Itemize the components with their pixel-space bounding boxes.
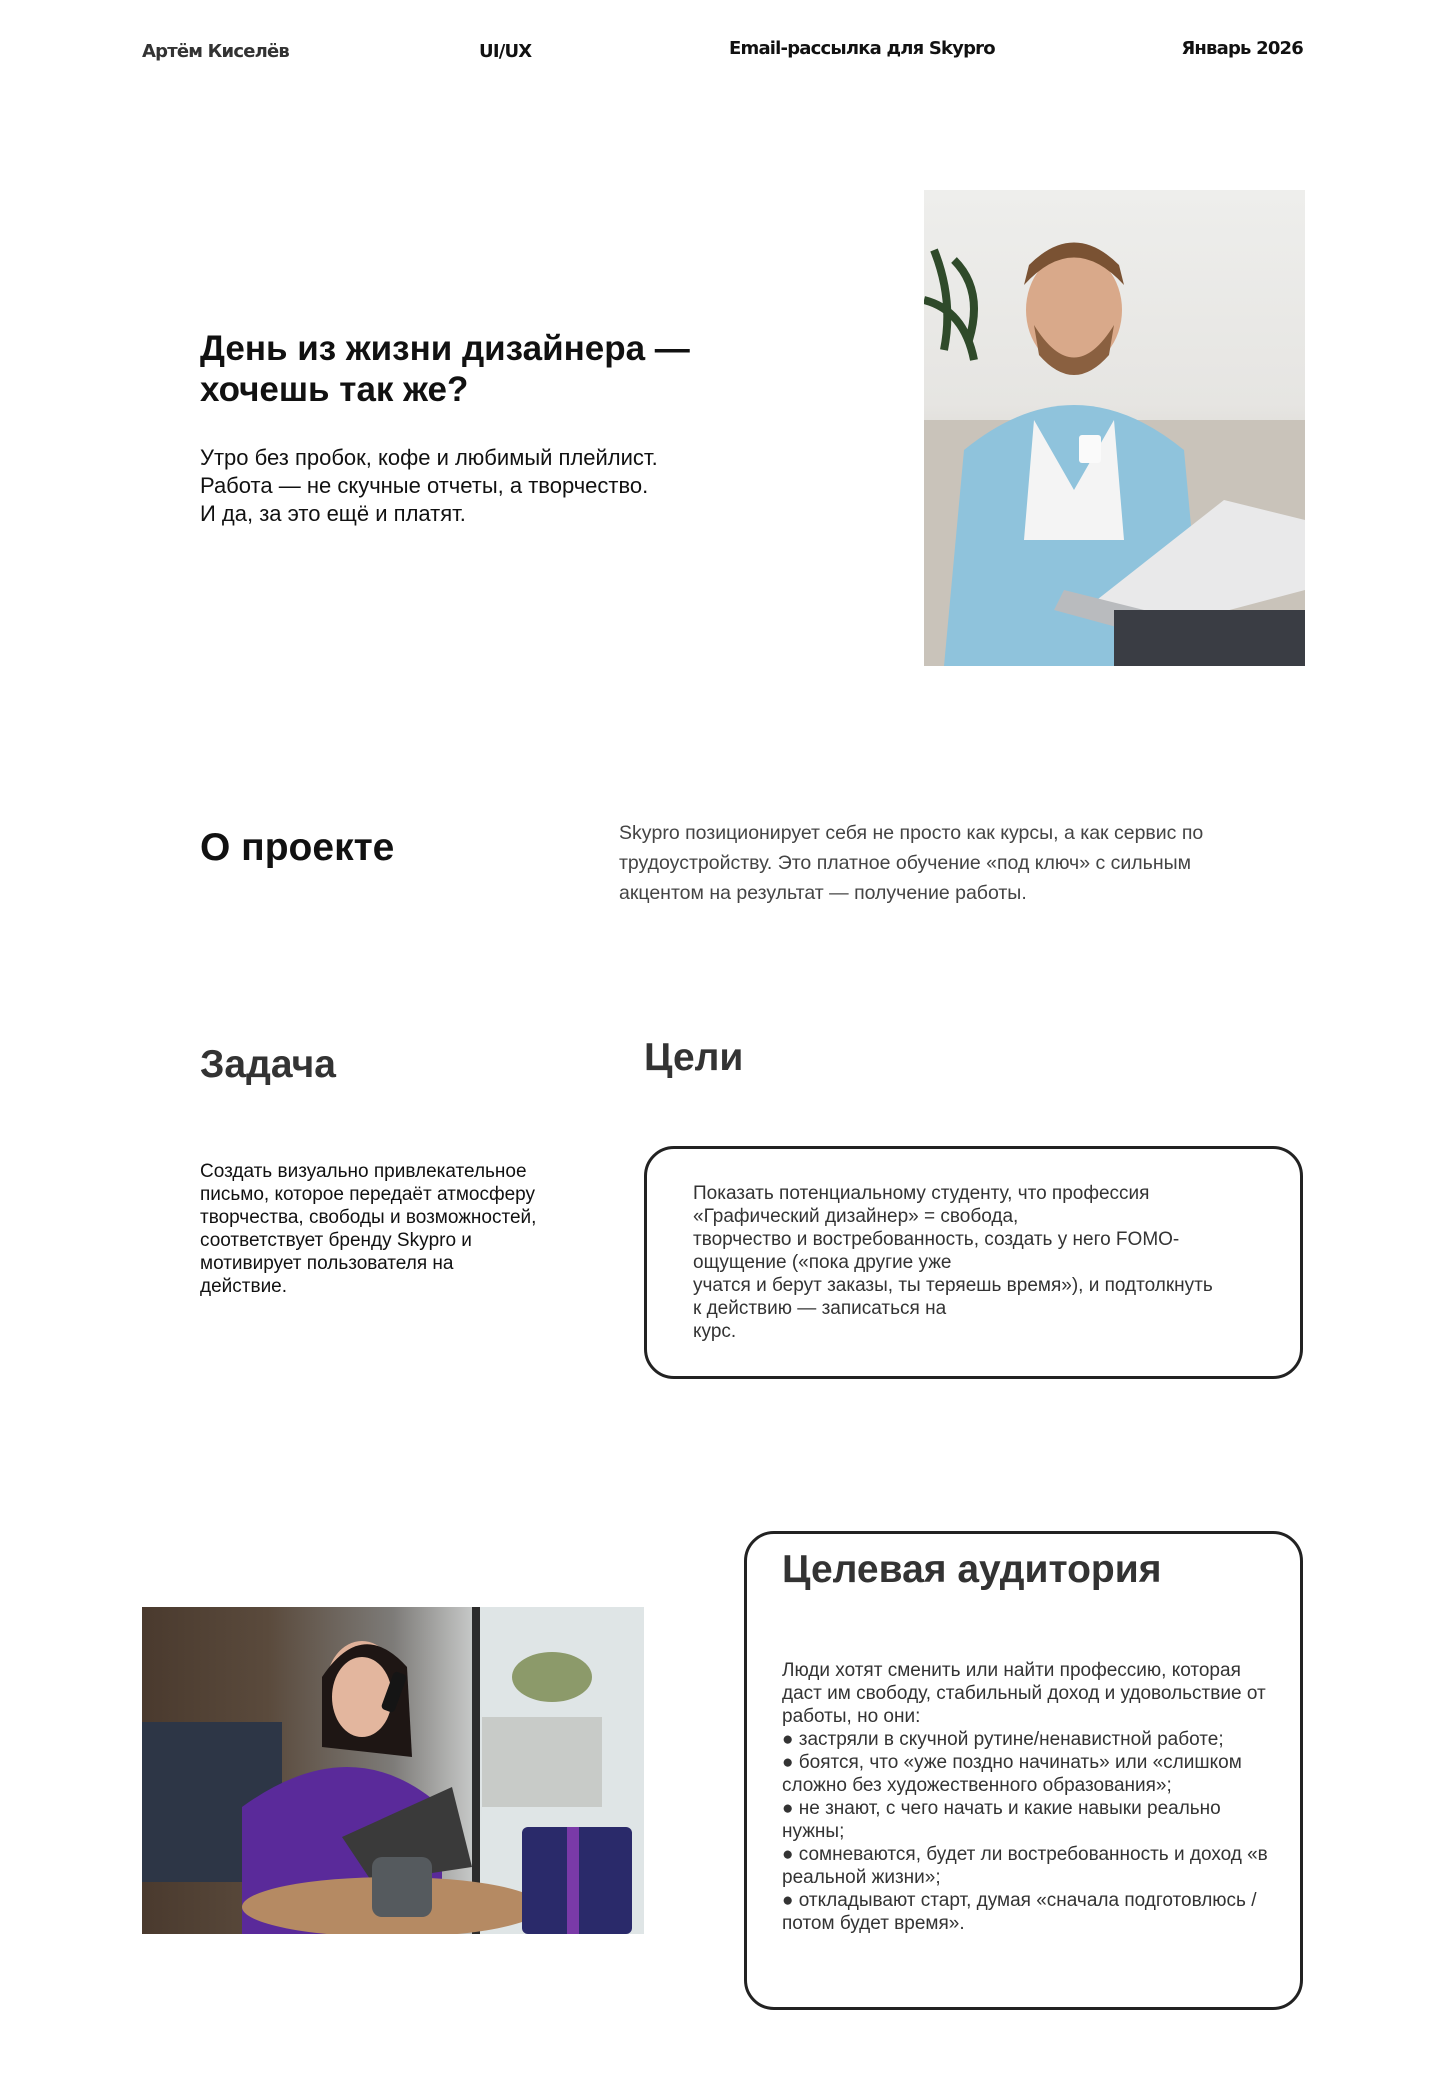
- category-label: UI/UX: [479, 41, 532, 62]
- audience-item: ● боятся, что «уже поздно начинать» или «слишком сложно без художественного образования»;: [782, 1752, 1242, 1796]
- task-text: Создать визуально привлекательное письмо, которое передаёт атмосферу творчества, свободы и возможностей, соответствует бренду Skypro и мотивирует пользователя на действие.: [200, 1161, 537, 1297]
- audience-item: ● откладывают старт, думая «сначала подготовлюсь / потом будет время».: [782, 1890, 1257, 1934]
- audience-item: ● не знают, с чего начать и какие навыки реально нужны;: [782, 1798, 1221, 1842]
- audience-heading: Целевая аудитория: [782, 1548, 1162, 1591]
- audience-photo-woman-on-phone: [142, 1607, 644, 1934]
- project-title: Email-рассылка для Skypro: [729, 38, 995, 59]
- audience-intro: Люди хотят сменить или найти профессию, которая даст им свободу, стабильный доход и удовольствие от работы, но они:: [782, 1660, 1266, 1727]
- about-text: Skypro позиционирует себя не просто как курсы, а как сервис по трудоустройству. Это платное обучение «под ключ» с сильным акцентом на результат — получение работы.: [619, 822, 1204, 904]
- about-heading: О проекте: [200, 826, 395, 869]
- hero-photo-designer-with-laptop: [924, 190, 1305, 666]
- hero-title: День из жизни дизайнера — хочешь так же?: [200, 329, 690, 409]
- audience-item: ● застряли в скучной рутине/ненавистной работе;: [782, 1729, 1224, 1750]
- task-heading: Задача: [200, 1043, 336, 1086]
- goals-heading: Цели: [644, 1036, 744, 1079]
- project-date: Январь 2026: [1181, 38, 1303, 59]
- hero-text: Утро без пробок, кофе и любимый плейлист. Работа — не скучные отчеты, а творчество. И да, за это ещё и платят.: [200, 445, 658, 526]
- audience-text: [782, 1659, 1282, 1935]
- audience-item: ● сомневаются, будет ли востребованность и доход «в реальной жизни»;: [782, 1844, 1268, 1888]
- goals-text: Показать потенциальному студенту, что профессия «Графический дизайнер» = свобода, творчество и востребованность, создать у него FOMO- ощущение («пока другие уже учатся и берут заказы, ты теряешь время»), и подтолкнуть к действию — записаться на курс.: [693, 1183, 1213, 1342]
- author-name: Артём Киселёв: [142, 41, 290, 62]
